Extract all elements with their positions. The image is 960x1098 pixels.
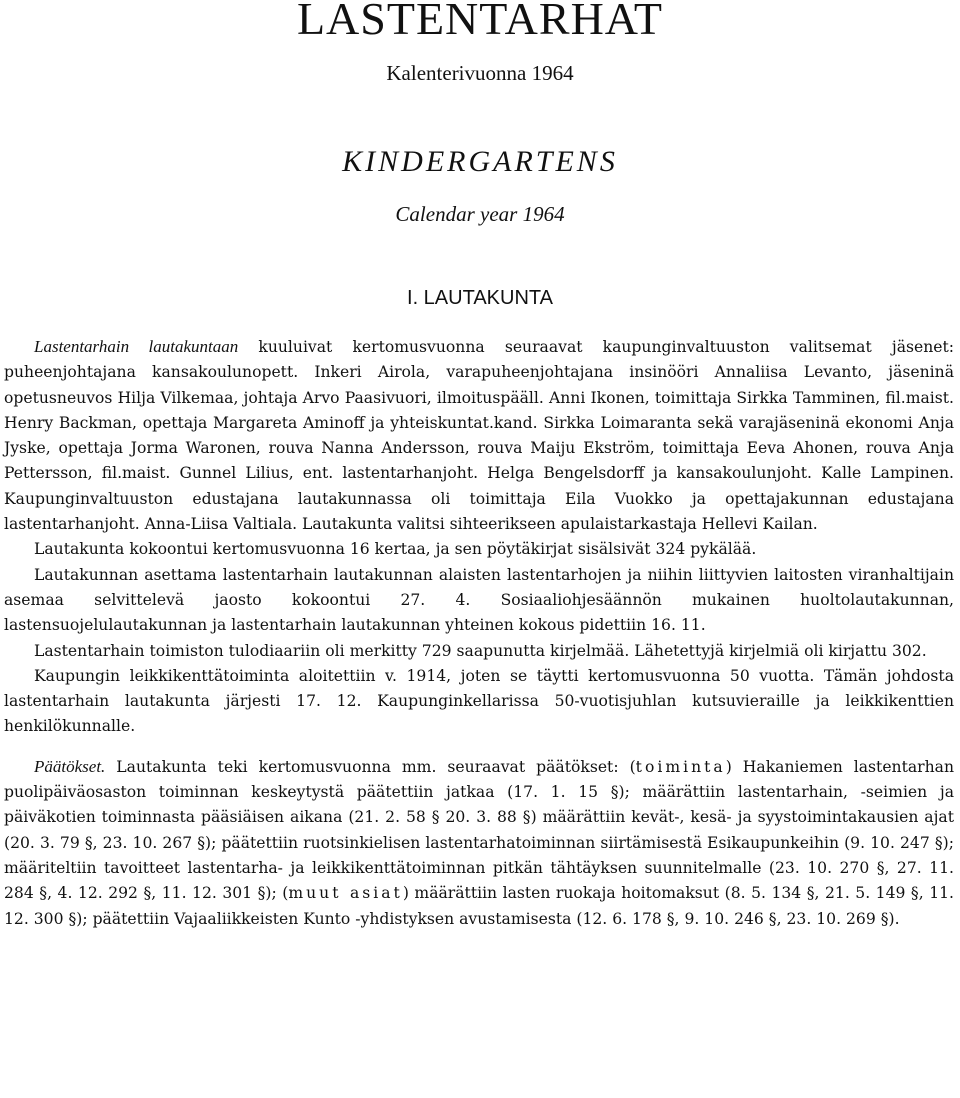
paragraph-playground-anniversary: Kaupungin leikkikenttätoiminta aloitettiin v. 1914, joten se täytti kertomusvuonna 50 vuotta. Tämän johdosta lastentarhain lautakunta järjesti 17. 12. Kaupunginkellarissa 50-vuotisjuhlan kutsuvieraille ja leikkikenttien henkilökunnalle. <box>4 666 954 736</box>
paragraph-spaced-term: muut asiat <box>288 884 403 903</box>
body-text <box>4 334 954 932</box>
paragraph-lead: Lastentarhain lautakuntaan <box>34 337 239 356</box>
paragraph-text: kuuluivat kertomusvuonna seuraavat kaupunginvaltuuston valitsemat jäsenet: puheenjohtajana kansakoulunopett. Inkeri Airola, varapuheenjohtajana insinööri Annaliisa Levanto, jäseninä opetusneuvos Hilja Vilkemaa, johtaja Arvo Paasivuori, ilmoituspääll. Anni Ikonen, toimittaja Sirkka Tamminen, fil.maist. Henry Backman, opettaja Margareta Aminoff ja yhteiskuntat.kand. Sirkka Loimaranta sekä varajäseninä ekonomi Anja Jyske, opettaja Jorma Waronen, rouva Nanna Andersson, rouva Maiju Ekström, toimittaja Eeva Ahonen, rouva Anja Pettersson, fil.maist. Gunnel Lilius, ent. lastentarhanjoht. Helga Bengelsdorff ja kansakoulunjoht. Kalle Lampinen. Kaupunginvaltuuston edustajana lautakunnassa oli toimittaja Eila Vuokko ja opettajakunnan edustajana lastentarhanjoht. Anna-Liisa Valtiala. Lautakunta valitsi sihteerikseen apulaistarkastaja Hellevi Kailan. <box>4 338 955 534</box>
paragraph-text: ) määrättiin lasten ruokaja hoitomaksut (8. 5. 134 §, 21. 5. 149 §, 11. 12. 300 §); päätettiin Vajaaliikkeisten Kunto -yhdistyksen avustamisesta (12. 6. 178 §, 9. 10. 246 §, 23. 10. 269 §). <box>4 884 954 928</box>
page-subtitle: Kalenterivuonna 1964 <box>386 61 574 85</box>
paragraph-meetings: Lautakunta kokoontui kertomusvuonna 16 kertaa, ja sen pöytäkirjat sisälsivät 324 pykälää. <box>34 540 757 559</box>
paragraph-decisions <box>4 754 954 932</box>
page-title: LASTENTARHAT <box>296 0 664 44</box>
page-subtitle-english: Calendar year 1964 <box>395 202 565 226</box>
paragraph-board-members <box>4 334 954 537</box>
paragraph-text: ) Hakaniemen lastentarhan puolipäiväosaston toiminnan keskeytystä päätettiin jatkaa (17. 1. 15 §); määrättiin lastentarhain, -seimien ja päiväkotien toiminnasta pääsiäisen aikana (21. 2. 58 § 20. 3. 88 §) määrättiin kevät-, kesä- ja syystoimintakausien ajat (20. 3. 79 §, 23. 10. 267 §); päätettiin ruotsinkielisen lastentarhatoiminnan siirtämisestä Esikaupunkeihin (9. 10. 247 §); määriteltiin tavoitteet lastentarha- ja leikkikenttätoiminnan pitkän tähtäyksen suunnitelmalle (23. 10. 270 §, 27. 11. 284 §, 4. 12. 292 §, 11. 12. 301 §); ( <box>4 757 954 903</box>
paragraph-lead: Päätökset. <box>34 756 106 776</box>
page-title-english: KINDERGARTENS <box>342 145 618 178</box>
paragraph-spaced-term: toiminta <box>635 757 726 776</box>
paragraph-correspondence: Lastentarhain toimiston tulodiaariin oli merkitty 729 saapunutta kirjelmää. Lähetettyjä kirjelmiä oli kirjattu 302. <box>34 641 927 660</box>
section-heading: I. LAUTAKUNTA <box>407 287 553 309</box>
paragraph-subcommittee: Lautakunnan asettama lastentarhain lautakunnan alaisten lastentarhojen ja niihin liittyvien laitosten viranhaltijain asemaa selvittelevä jaosto kokoontui 27. 4. Sosiaaliohjesäännön mukainen huoltolautakunnan, lastensuojelulautakunnan ja lastentarhain lautakunnan yhteinen kokous pidettiin 16. 11. <box>4 565 954 635</box>
paragraph-text: Lautakunta teki kertomusvuonna mm. seuraavat päätökset: ( <box>105 757 636 776</box>
